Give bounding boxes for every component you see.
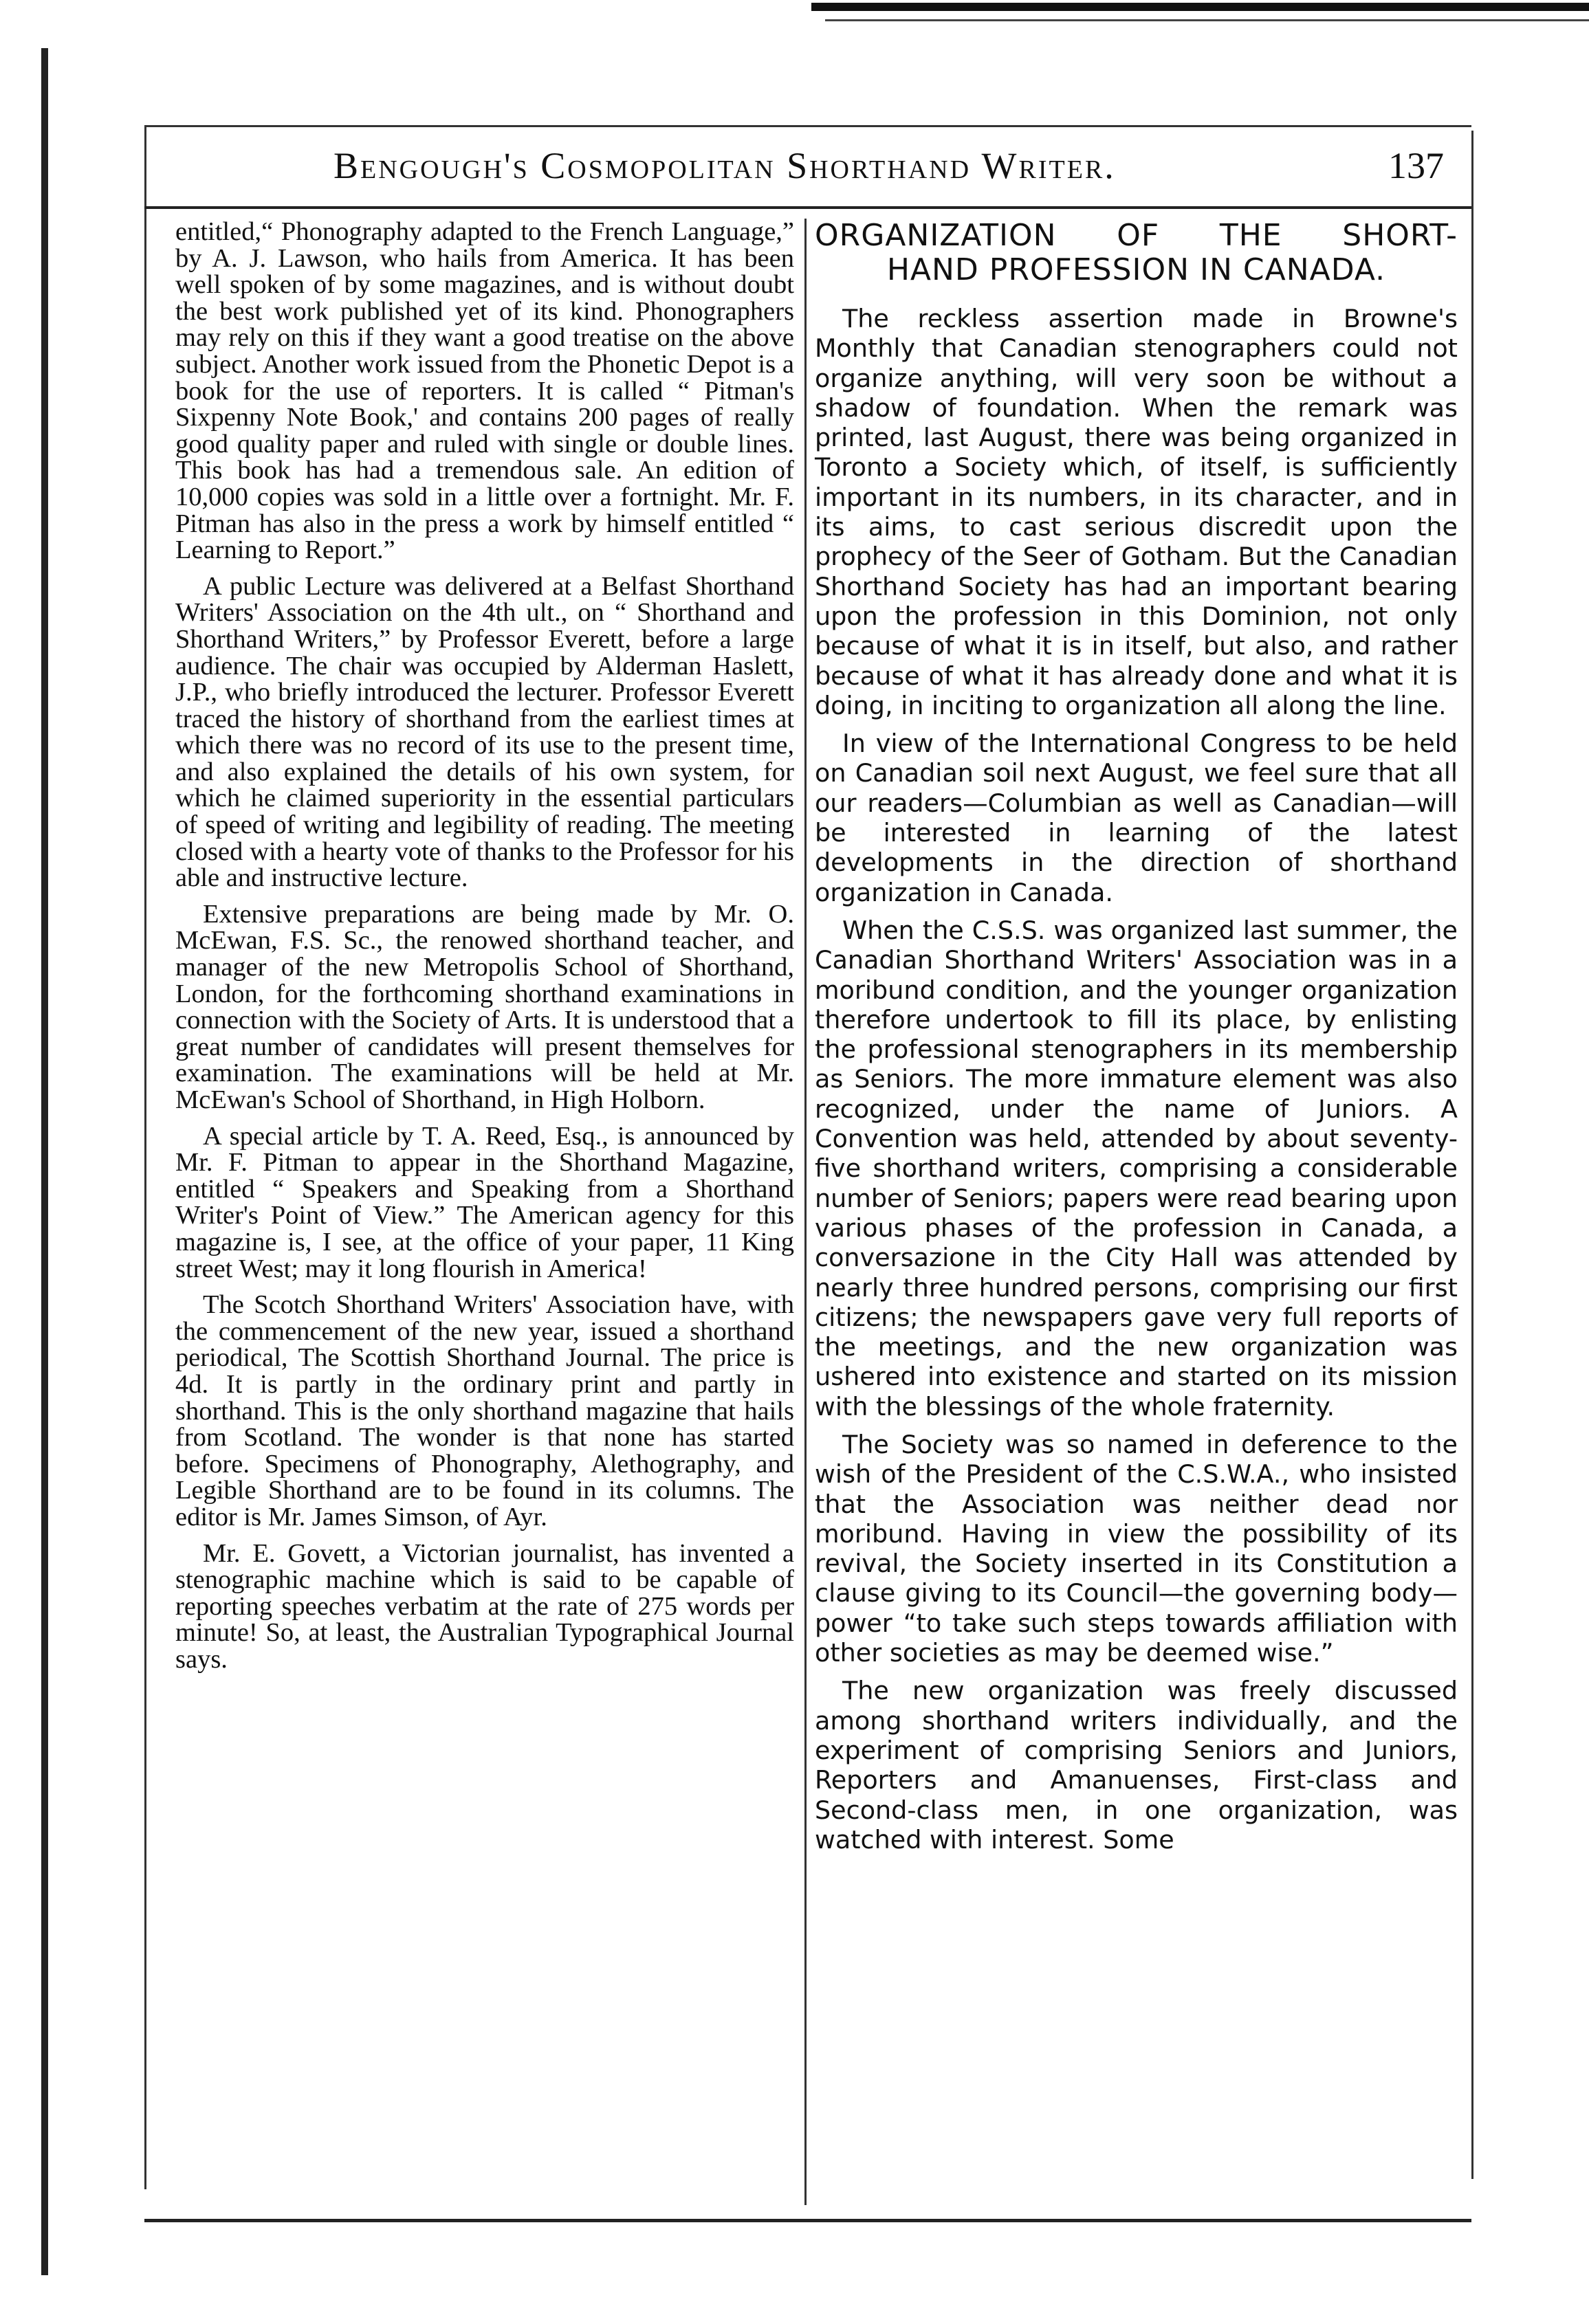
running-header bbox=[151, 131, 1465, 203]
running-title: Bengough's Cosmopolitan Shorthand Writer. bbox=[333, 145, 1116, 186]
section-title-line-2: HAND PROFESSION IN CANADA. bbox=[886, 252, 1386, 287]
column-divider bbox=[804, 219, 807, 2205]
scan-edge-bar bbox=[811, 3, 1589, 11]
left-paragraph-5: The Scotch Shorthand Writers' Association have, with the commencement of the new year, issued a shorthand periodical, The Scottish Shorthand Journal. The price is 4d. It is partly in the ordinary print and partly in shorthand. This is the only shorthand magazine that hails from Scotland. The wonder is that none has started before. Specimens of Phonography, Alethography, and Legible Shorthand are to be found in its columns. The editor is Mr. James Simson, of Ayr. bbox=[175, 1290, 794, 1531]
left-paragraph-4: A special article by T. A. Reed, Esq., is announced by Mr. F. Pitman to appear in the Shorthand Magazine, entitled “ Speakers and Speaking from a Shorthand Writer's Point of View.” The American agency for this magazine is, I see, at the office of your paper, 11 King street West; may it long flourish in America! bbox=[175, 1121, 794, 1283]
binding-shadow bbox=[41, 48, 48, 2275]
left-paragraph-2: A public Lecture was delivered at a Belfast Shorthand Writers' Association on the 4th ult., on “ Shorthand and Shorthand Writers,” by Professor Everett, before a large audience. The chair was occupied by Alderman Haslett, J.P., who briefly introduced the lecturer. Professor Everett traced the history of shorthand from the earliest times at which there was no record of its use to the present time, and also explained the details of his own system, for which he claimed superiority in the essential particulars of speed of writing and legibility of reading. The meeting closed with a hearty vote of thanks to the Professor for his able and instructive lecture. bbox=[175, 571, 794, 893]
right-paragraph-2: In view of the International Congress to be held on Canadian soil next August, we feel sure that all our readers—Columbian as well as Canadian—will be interested in learning of the latest developments in the direction of shorthand organization in Canada. bbox=[815, 729, 1458, 907]
section-title-line-1: ORGANIZATION OF THE SHORT- bbox=[815, 218, 1458, 253]
left-paragraph-6: Mr. E. Govett, a Victorian journalist, has invented a stenographic machine which is said to be capable of reporting speeches verbatim at the rate of 275 words per minute! So, at least, the Australian Typographical Journal says. bbox=[175, 1538, 794, 1674]
frame-left-rule bbox=[144, 127, 146, 2189]
frame-right-rule bbox=[1471, 131, 1473, 2179]
right-paragraph-4: The Society was so named in deference to the wish of the President of the C.S.W.A., who insisted that the Association was neither dead nor moribund. Having in view the possibility of its revival, the Society inserted in its Constitution a clause giving to its Council—the governing body—power “to take such steps towards affiliation with other societies as may be deemed wise.” bbox=[815, 1429, 1458, 1668]
header-rule-top bbox=[144, 125, 1471, 127]
bottom-rule bbox=[144, 2219, 1471, 2222]
right-paragraph-5: The new organization was freely discussed among shorthand writers individually, and the experiment of comprising Seniors and Juniors, Reporters and Amanuenses, First-class and Second-class men, in one organization, was watched with interest. Some bbox=[815, 1676, 1458, 1855]
page-number: 137 bbox=[1388, 145, 1444, 186]
header-rule-bottom bbox=[144, 206, 1471, 209]
right-paragraph-3: When the C.S.S. was organized last summer, the Canadian Shorthand Writers' Association was in a moribund condition, and the younger organization therefore undertook to fill its place, by enlisting the professional stenographers in its membership as Seniors. The more immature element was also recognized, under the name of Juniors. A Convention was held, attended by about seventy-five shorthand writers, comprising a considerable number of Seniors; papers were read bearing upon various phases of the profession in Canada, a conversazione in the City Hall was attended by nearly three hundred persons, comprising our first citizens; the newspapers gave very full reports of the meetings, and the new organization was ushered into existence and started on its mission with the blessings of the whole fraternity. bbox=[815, 915, 1458, 1421]
left-column bbox=[175, 219, 794, 2212]
left-paragraph-3: Extensive preparations are being made by Mr. O. McEwan, F.S. Sc., the renowed shorthand teacher, and manager of the new Metropolis School of Shorthand, London, for the forthcoming shorthand examinations in connection with the Society of Arts. It is understood that a great number of candidates will present themselves for examination. The examinations will be held at Mr. McEwan's School of Shorthand, in High Holborn. bbox=[175, 899, 794, 1114]
right-column bbox=[815, 219, 1458, 2212]
scan-edge-line bbox=[825, 19, 1589, 21]
left-paragraph-1: entitled,“ Phonography adapted to the French Language,” by A. J. Lawson, who hails from America. It has been well spoken of by some magazines, and is without doubt the best work published yet of its kind. Phonographers may rely on this if they want a good treatise on the above subject. Another work issued from the Phonetic Depot is a book for the use of reporters. It is called “ Pitman's Sixpenny Note Book,' and contains 200 pages of really good quality paper and ruled with single or double lines. This book has had a tremendous sale. An edition of 10,000 copies was sold in a little over a fortnight. Mr. F. Pitman has also in the press a work by himself entitled “ Learning to Report.” bbox=[175, 217, 794, 565]
right-paragraph-1: The reckless assertion made in Browne's Monthly that Canadian stenographers could not organize anything, will very soon be without a shadow of foundation. When the remark was printed, last August, there was being organized in Toronto a Society which, of itself, is sufficiently important in its numbers, in its character, and in its aims, to cast serious discredit upon the prophecy of the Seer of Gotham. But the Canadian Shorthand Society has had an important bearing upon the profession in this Dominion, not only because of what it is in itself, but also, and rather because of what it has already done and what it is doing, in inciting to organization all along the line. bbox=[815, 304, 1458, 720]
section-title bbox=[815, 219, 1458, 287]
